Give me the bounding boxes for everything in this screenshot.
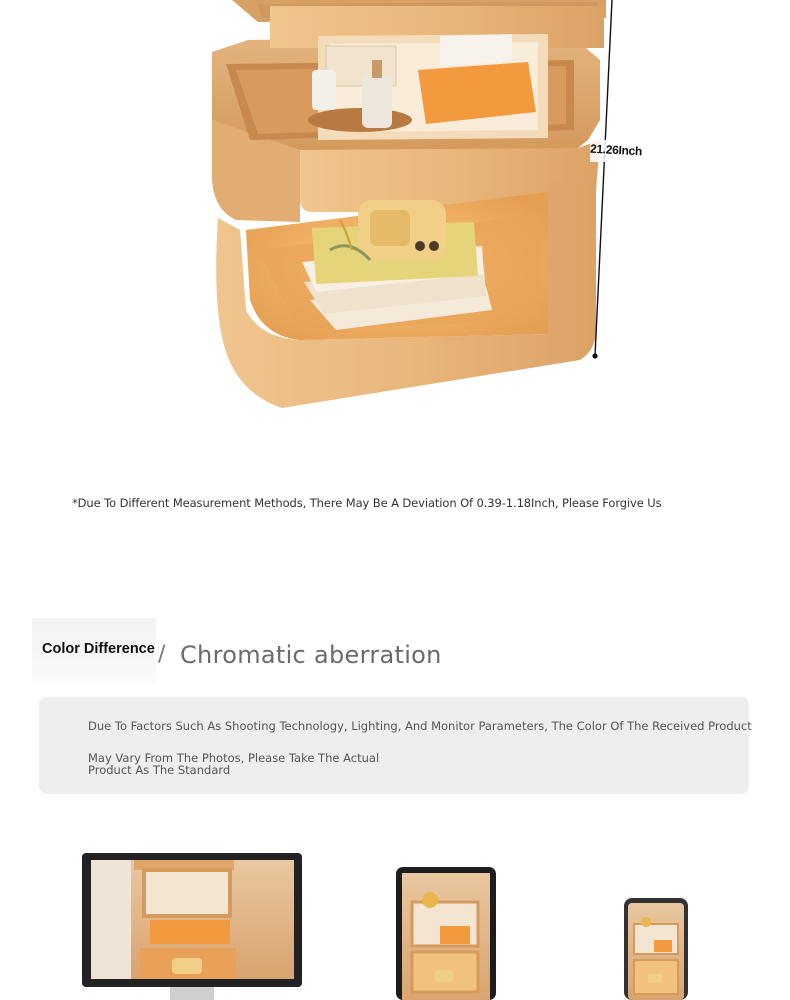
color-difference-header — [32, 618, 452, 684]
monitor-icon — [82, 853, 302, 1000]
phone-icon — [624, 898, 688, 1000]
chromatic-aberration-subtitle: Chromatic aberration — [180, 641, 442, 669]
tablet-icon — [396, 867, 496, 1000]
color-difference-title: Color Difference — [42, 641, 155, 657]
device-previews — [0, 840, 790, 1000]
color-difference-notice — [39, 697, 752, 794]
notice-text-line2: May Vary From The Photos, Please Take The Actual Product As The Standard — [88, 751, 380, 777]
header-separator: / — [158, 642, 166, 667]
height-dimension-line — [590, 0, 648, 359]
middle-tier — [212, 6, 604, 222]
nightstand-product-image — [0, 0, 790, 440]
measurement-disclaimer: *Due To Different Measurement Methods, There May Be A Deviation Of 0.39-1.18Inch, Please Forgive Us — [72, 496, 662, 510]
notice-text-line1: Due To Factors Such As Shooting Technology, Lighting, And Monitor Parameters, The Color Of The Received Product — [88, 719, 752, 733]
height-dimension-label: 21.26Inch — [589, 141, 643, 159]
